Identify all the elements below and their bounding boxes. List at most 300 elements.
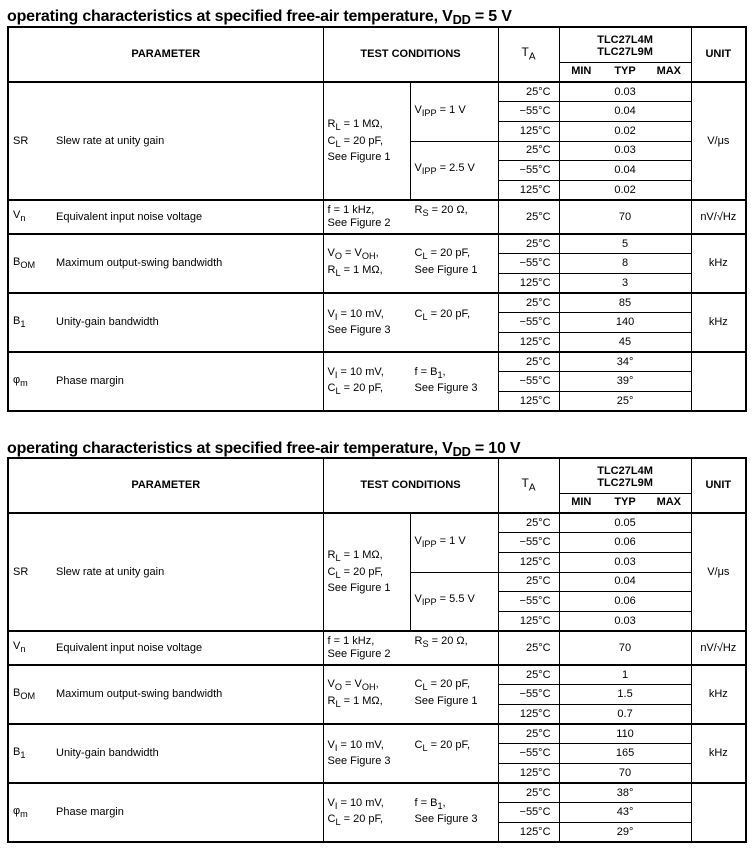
typ-value-cell: 0.04 [559,102,691,122]
text-segment: = 20 Ω, [428,635,468,648]
parameter-description: Equivalent input noise voltage [52,631,323,665]
typ-value-cell: 70 [559,200,691,234]
parameter-symbol [8,200,52,234]
typ-header: TYP [603,493,647,513]
parameter-description: Phase margin [52,783,323,842]
text-segment: = 20 pF, [340,565,384,578]
typ-value-cell: 0.02 [559,121,691,141]
temperature-cell: −55°C [498,161,559,181]
temperature-cell: 25°C [498,724,559,744]
typ-value-cell: 45 [559,333,691,353]
text-segment: operating characteristics at specified free-air temperature, V [7,8,453,25]
operating-characteristics-table [7,457,747,843]
subscript: I [334,743,338,754]
text-segment: R [414,204,423,217]
subscript: m [20,808,28,819]
conditions-left [328,739,415,768]
conditions-columns [328,739,494,768]
header-row [8,458,746,493]
table-row [8,82,746,102]
condition-line [328,151,406,164]
condition-line [328,324,415,337]
text-segment: V [327,678,335,691]
sub-condition [410,82,498,141]
text-segment: See Figure 2 [327,217,391,230]
text-segment: , [375,247,379,260]
text-segment: = 20 pF, [427,308,471,321]
test-conditions [323,352,498,411]
unit-cell [691,783,746,842]
subscript: DD [452,12,471,28]
temperature-cell: 25°C [498,234,559,254]
text-segment: V [327,796,335,809]
typ-value-cell: 140 [559,313,691,333]
parameter-description: Slew rate at unity gain [52,82,323,200]
conditions-right [415,247,503,279]
text-segment: f = B [414,796,438,809]
max-header: MAX [647,62,691,82]
parameter-header: PARAMETER [8,27,323,82]
text-segment: B [13,686,21,699]
text-segment: See Figure 2 [327,648,391,661]
condition-line [328,118,406,134]
subscript: L [335,698,341,709]
temperature-cell: −55°C [498,592,559,612]
typ-value-cell: 70 [559,631,691,665]
subscript: IPP [421,166,437,177]
condition-line [328,549,406,565]
test-conditions-header: TEST CONDITIONS [323,27,498,82]
condition-line [328,648,415,661]
conditions-columns [328,678,494,710]
subscript: L [335,122,341,133]
text-segment: = 1 V [436,103,466,116]
conditions-left [328,797,415,829]
text-segment: = 10 mV, [337,365,384,378]
unit-cell: V/μs [691,513,746,631]
typ-value-cell: 0.03 [559,141,691,161]
subscript: L [335,138,341,149]
condition-line [415,678,503,694]
typ-value-cell: 0.7 [559,705,691,725]
typ-value-cell: 70 [559,764,691,784]
test-conditions [323,665,498,724]
condition-line [328,217,415,230]
conditions-right [415,204,503,230]
text-segment: V [414,534,422,547]
table-row [8,783,746,803]
conditions-columns [328,635,494,661]
parameter-header: PARAMETER [8,458,323,513]
parameter-description: Phase margin [52,352,323,411]
parameter-symbol [8,513,52,631]
text-segment: = 20 pF, [427,247,471,260]
subscript: L [335,267,341,278]
text-segment: = 1 V [436,534,466,547]
temperature-cell: 125°C [498,823,559,843]
typ-value-cell: 0.02 [559,180,691,200]
typ-value-cell: 5 [559,234,691,254]
parameter-symbol [8,665,52,724]
condition-line [328,739,415,755]
text-segment: = V [341,678,362,691]
subscript: 1 [20,749,26,760]
subscript: OH [361,682,376,693]
text-segment: , [442,796,446,809]
subscript: 1 [437,369,443,380]
temperature-cell: 25°C [498,572,559,592]
condition-line [415,635,503,651]
text-segment: = 5 V [470,8,512,25]
conditions-right [415,797,503,829]
text-segment: V [13,640,21,653]
test-conditions [323,783,498,842]
text-segment: C [414,247,423,260]
text-segment: See Figure 3 [327,324,391,337]
table-row [8,352,746,372]
subscript: 1 [437,800,443,811]
sub-condition [410,513,498,572]
conditions-right [415,366,503,398]
text-segment: C [414,739,423,752]
typ-value-cell: 39° [559,372,691,392]
text-segment: C [327,565,336,578]
unit-cell: nV/√Hz [691,200,746,234]
sub-condition [410,141,498,200]
subscript: OM [20,690,36,701]
temperature-cell: 25°C [498,293,559,313]
condition-line [415,382,503,395]
temperature-cell: −55°C [498,744,559,764]
parameter-description: Unity-gain bandwidth [52,724,323,783]
text-segment: See Figure 3 [327,755,391,768]
ta-header [498,27,559,82]
subscript: L [335,569,341,580]
text-segment: C [414,678,423,691]
text-segment: = 10 mV, [337,739,384,752]
condition-line [415,797,503,813]
condition-line [328,247,415,263]
conditions-columns [328,366,494,398]
typ-value-cell: 0.06 [559,533,691,553]
conditions-left [328,678,415,710]
test-conditions [323,513,410,631]
text-segment: V [414,593,422,606]
table-row [8,724,746,744]
typ-value-cell: 0.03 [559,552,691,572]
typ-value-cell: 8 [559,254,691,274]
text-segment: See Figure 1 [327,581,391,594]
parameter-symbol [8,234,52,293]
temperature-cell: 25°C [498,141,559,161]
temperature-cell: 25°C [498,631,559,665]
subscript: I [334,800,338,811]
text-segment: , [442,365,446,378]
unit-cell: kHz [691,724,746,783]
subscript: L [422,682,428,693]
table-row [8,513,746,533]
subscript: L [335,385,341,396]
condition-line [328,366,415,382]
temperature-cell: −55°C [498,533,559,553]
text-segment: = 10 V [470,440,521,457]
conditions-right [415,678,503,710]
text-segment: = 20 pF, [427,678,471,691]
condition-line [328,695,415,711]
subscript: A [528,482,536,494]
typ-value-cell: 165 [559,744,691,764]
device-name: TLC27L4M [597,33,653,46]
conditions-left [328,635,415,661]
temperature-cell: 25°C [498,665,559,685]
text-segment: See Figure 1 [414,694,478,707]
text-segment: operating characteristics at specified free-air temperature, V [7,440,453,457]
temperature-cell: 125°C [498,552,559,572]
typ-value-cell: 0.03 [559,82,691,102]
unit-cell [691,352,746,411]
condition-line [415,813,503,826]
condition-line [328,566,406,582]
text-segment: f = B [414,365,438,378]
condition-line [328,755,415,768]
text-segment: C [414,308,423,321]
text-segment: V [327,739,335,752]
parameter-symbol [8,352,52,411]
text-segment: = 2.5 V [436,162,475,175]
subscript: n [20,213,26,224]
text-segment: φ [13,373,21,386]
typ-value-cell: 3 [559,274,691,294]
condition-line [328,135,406,151]
parameter-description: Maximum output-swing bandwidth [52,665,323,724]
table-row [8,293,746,313]
subscript: L [422,251,428,262]
test-conditions [323,631,498,665]
typ-value-cell: 1 [559,665,691,685]
subscript: 1 [20,318,26,329]
device-name: TLC27L9M [597,476,653,489]
temperature-cell: −55°C [498,102,559,122]
text-segment: = 1 MΩ, [340,118,383,131]
test-conditions [323,724,498,783]
text-segment: = 20 pF, [340,381,384,394]
operating-characteristics-table [7,26,747,412]
text-segment: See Figure 1 [414,263,478,276]
text-segment: = 10 mV, [337,796,384,809]
temperature-cell: −55°C [498,313,559,333]
text-segment: = 20 Ω, [428,204,468,217]
subscript: IPP [421,107,437,118]
typ-value-cell: 0.04 [559,572,691,592]
table-title [7,440,520,458]
test-conditions [323,293,498,352]
text-segment: B [13,255,21,268]
subscript: m [20,377,28,388]
text-segment: V [13,209,21,222]
text-segment: SR [13,565,29,578]
typ-value-cell: 85 [559,293,691,313]
parameter-symbol [8,783,52,842]
text-segment: R [414,635,423,648]
min-header: MIN [559,493,603,513]
text-segment: V [414,162,422,175]
subscript: I [334,369,338,380]
text-segment: = 5.5 V [436,593,475,606]
parameter-symbol [8,724,52,783]
text-segment: φ [13,804,21,817]
condition-line [415,695,503,708]
text-segment: = 1 MΩ, [340,549,383,562]
device-header [559,458,691,493]
conditions-columns [328,247,494,279]
test-conditions [323,200,498,234]
parameter-description: Maximum output-swing bandwidth [52,234,323,293]
conditions-right [415,739,503,768]
temperature-cell: 25°C [498,200,559,234]
temperature-cell: 125°C [498,121,559,141]
condition-line [328,582,406,595]
table-row [8,234,746,254]
text-segment: C [327,134,336,147]
typ-value-cell: 0.04 [559,161,691,181]
condition-line [328,678,415,694]
text-segment: R [327,118,336,131]
condition-line [415,264,503,277]
temperature-cell: −55°C [498,372,559,392]
text-segment: f = 1 kHz, [327,635,375,648]
parameter-description: Slew rate at unity gain [52,513,323,631]
temperature-cell: 25°C [498,352,559,372]
test-conditions [323,234,498,293]
text-segment: = 10 mV, [337,308,384,321]
text-segment: SR [13,134,29,147]
temperature-cell: 125°C [498,274,559,294]
text-segment: T [521,44,529,59]
ta-header [498,458,559,513]
text-segment: = 20 pF, [340,812,384,825]
temperature-cell: 125°C [498,764,559,784]
test-conditions-header: TEST CONDITIONS [323,458,498,513]
typ-value-cell: 25° [559,392,691,412]
min-header: MIN [559,62,603,82]
condition-line [328,264,415,280]
text-segment: V [327,308,335,321]
unit-header: UNIT [691,458,746,513]
text-segment: , [375,678,379,691]
table-row [8,665,746,685]
table-row [8,200,746,234]
subscript: A [528,51,536,63]
conditions-columns [328,308,494,337]
text-segment: B [13,314,21,327]
text-segment: C [327,812,336,825]
text-segment: R [327,263,336,276]
condition-line [415,247,503,263]
condition-line [328,204,415,217]
typ-header: TYP [603,62,647,82]
parameter-description: Equivalent input noise voltage [52,200,323,234]
text-segment: = 20 pF, [340,134,384,147]
text-segment: B [13,745,21,758]
text-segment: See Figure 1 [327,150,391,163]
subscript: S [422,208,429,219]
temperature-cell: 125°C [498,333,559,353]
conditions-right [415,635,503,661]
unit-cell: V/μs [691,82,746,200]
condition-line [328,797,415,813]
typ-value-cell: 0.06 [559,592,691,612]
parameter-symbol [8,82,52,200]
typ-value-cell: 0.03 [559,611,691,631]
condition-line [328,308,415,324]
typ-value-cell: 0.05 [559,513,691,533]
temperature-cell: 125°C [498,611,559,631]
unit-cell: kHz [691,234,746,293]
temperature-cell: 25°C [498,82,559,102]
temperature-cell: 25°C [498,513,559,533]
parameter-description: Unity-gain bandwidth [52,293,323,352]
text-segment: See Figure 3 [414,812,478,825]
unit-cell: nV/√Hz [691,631,746,665]
condition-line [415,366,503,382]
conditions-right [415,308,503,337]
subscript: IPP [421,597,437,608]
text-segment: T [521,475,529,490]
typ-value-cell: 1.5 [559,685,691,705]
text-segment: V [327,247,335,260]
conditions-left [328,204,415,230]
text-segment: R [327,694,336,707]
condition-line [328,382,415,398]
conditions-left [328,308,415,337]
device-name: TLC27L9M [597,45,653,58]
subscript: n [20,644,26,655]
conditions-left [328,247,415,279]
temperature-cell: 25°C [498,783,559,803]
typ-value-cell: 110 [559,724,691,744]
unit-cell: kHz [691,665,746,724]
text-segment: = 1 MΩ, [340,694,383,707]
typ-value-cell: 29° [559,823,691,843]
subscript: DD [452,444,471,460]
subscript: OH [361,251,376,262]
condition-line [415,739,503,755]
text-segment: f = 1 kHz, [327,204,375,217]
unit-cell: kHz [691,293,746,352]
text-segment: = 1 MΩ, [340,263,383,276]
parameter-symbol [8,293,52,352]
condition-line [328,635,415,648]
temperature-cell: −55°C [498,254,559,274]
temperature-cell: 125°C [498,392,559,412]
table-row [8,631,746,665]
parameter-symbol [8,631,52,665]
device-name: TLC27L4M [597,464,653,477]
condition-line [415,308,503,324]
condition-line [415,204,503,220]
subscript: O [334,682,342,693]
text-segment: V [414,103,422,116]
max-header: MAX [647,493,691,513]
condition-line [328,813,415,829]
temperature-cell: 125°C [498,705,559,725]
conditions-left [328,366,415,398]
table-title [7,8,512,26]
subscript: OM [20,259,36,270]
header-row [8,27,746,62]
text-segment: R [327,549,336,562]
text-segment: C [327,381,336,394]
